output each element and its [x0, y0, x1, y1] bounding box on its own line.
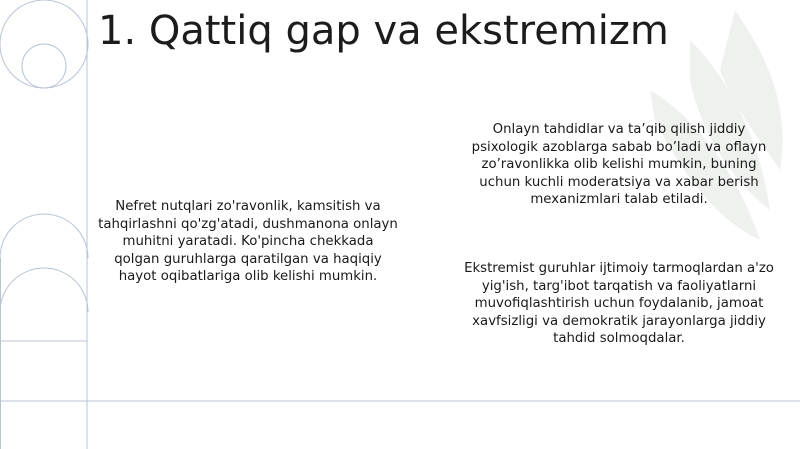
arch-lower	[0, 268, 88, 312]
arch-upper	[0, 214, 88, 258]
paragraph-extremism: Ekstremist guruhlar ijtimoiy tarmoqlardan a'zo yig'ish, targ'ibot tarqatish va faoliyatlarni muvofiqlashtirish uchun foydalanib, jamoat xavfsizligi va demokratik jarayonlarga jiddiy tahdid solmoqdalar.	[464, 261, 774, 347]
slide-title: 1. Qattiq gap va ekstremizm	[98, 8, 669, 54]
top-small-circle	[22, 44, 66, 88]
paragraph-online-threats: Onlayn tahdidlar va ta’qib qilish jiddiy psixologik azoblarga sabab bo’ladi va oflayn zo’ravonlikka olib kelishi mumkin, buning uchun kuchli moderatsiya va xabar berish mexanizmlari talab etiladi.	[471, 122, 767, 208]
paragraph-hate-speech: Nefret nutqlari zo'ravonlik, kamsitish va tahqirlashni qo'zg'atadi, dushmanona onlayn muhitni yaratadi. Ko'pincha chekkada qolgan guruhlarga qaratilgan va haqiqiy hayot oqibatlariga olib kelishi mumkin.	[98, 199, 398, 285]
